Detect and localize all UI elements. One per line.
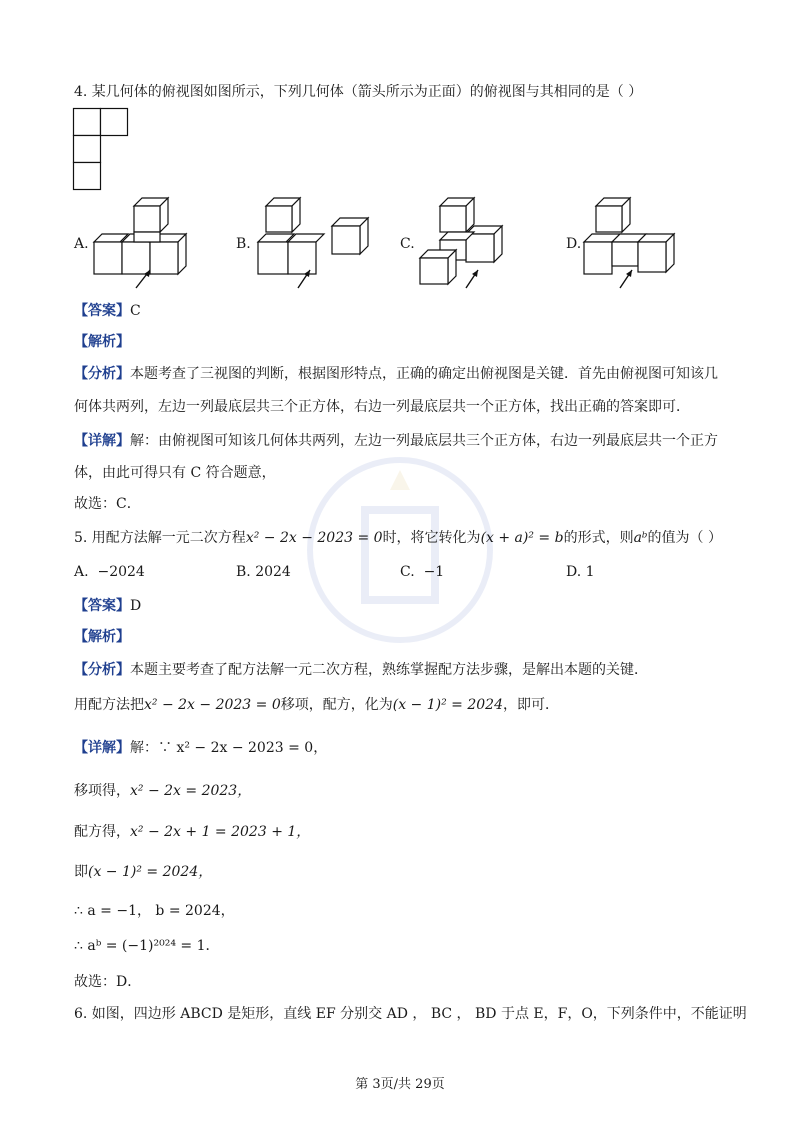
q5-eq2: (x + a)² = b bbox=[480, 530, 564, 546]
q5-stem-c: 的形式，则 bbox=[563, 530, 634, 546]
q5-option-d[interactable] bbox=[566, 564, 595, 580]
q5-step1: 解：∵ x² − 2x − 2023 = 0， bbox=[130, 740, 328, 756]
q5-fenxi-2a: 用配方法把 bbox=[74, 697, 144, 713]
q5-step3a: 配方得， bbox=[74, 824, 130, 840]
q5-step4b: (x − 1)² = 2024， bbox=[88, 864, 213, 880]
q4-option-b-figure bbox=[256, 196, 376, 291]
q5-option-b-text: 2024 bbox=[255, 564, 291, 580]
q4-answer: C bbox=[130, 303, 141, 319]
q4-option-c-figure bbox=[418, 196, 538, 291]
q5-option-c-text: −1 bbox=[423, 564, 445, 580]
q5-option-a-letter: A. bbox=[74, 564, 89, 580]
q4-xiangjie-line1 bbox=[74, 431, 718, 451]
q5-jiexi-tag: 【解析】 bbox=[74, 629, 130, 645]
q5-option-b[interactable] bbox=[236, 564, 291, 580]
q5-eq3: aᵇ bbox=[633, 530, 648, 546]
q5-option-c[interactable] bbox=[400, 564, 444, 580]
q4-option-d-label[interactable]: D. bbox=[566, 236, 582, 252]
q5-stem bbox=[74, 528, 722, 548]
q4-jiexi-tag: 【解析】 bbox=[74, 334, 130, 350]
q5-answer-row bbox=[74, 596, 141, 616]
watermark-emblem-icon bbox=[300, 450, 500, 650]
q5-option-c-letter: C. bbox=[400, 564, 415, 580]
q4-option-b-label[interactable]: B. bbox=[236, 236, 251, 252]
q6-stem: 6. 如图，四边形 ABCD 是矩形，直线 EF 分别交 AD ， BC ， BD 于点 E，F，O，下列条件中，不能证明 bbox=[74, 1006, 747, 1022]
q4-fenxi-line1 bbox=[74, 364, 718, 384]
q5-fenxi-text1: 本题主要考查了配方法解一元二次方程，熟练掌握配方法步骤，是解出本题的关键． bbox=[130, 662, 648, 678]
q5-step6: ∴ aᵇ = (−1)²⁰²⁴ = 1． bbox=[74, 938, 220, 954]
q5-xiangjie-line1 bbox=[74, 738, 327, 758]
q5-step4a: 即 bbox=[74, 864, 88, 880]
fenxi-tag: 【分析】 bbox=[74, 366, 130, 382]
q5-step2a: 移项得， bbox=[74, 783, 130, 799]
q4-option-a-label[interactable]: A. bbox=[74, 236, 89, 252]
q5-option-d-letter: D. bbox=[566, 564, 582, 580]
page-footer: 第 3页/共 29页 bbox=[355, 1077, 445, 1092]
q5-option-a-text: −2024 bbox=[97, 564, 145, 580]
q5-fenxi-line1 bbox=[74, 660, 648, 680]
q5-stem-a: 5. 用配方法解一元二次方程 bbox=[74, 530, 246, 546]
q5-fenxi-2e: ，即可． bbox=[502, 697, 559, 713]
q5-fenxi-2d: (x − 1)² = 2024 bbox=[392, 697, 503, 713]
q5-step3 bbox=[74, 822, 310, 842]
q4-xiangjie-line2: 体，由此可得只有 C 符合题意， bbox=[74, 465, 276, 481]
q5-step4 bbox=[74, 862, 212, 882]
answer-tag: 【答案】 bbox=[74, 598, 130, 614]
q4-fenxi-line2: 何体共两列，左边一列最底层共三个正方体，右边一列最底层共一个正方体，找出正确的答案即可． bbox=[74, 399, 690, 415]
answer-tag: 【答案】 bbox=[74, 303, 130, 319]
q5-answer: D bbox=[130, 598, 142, 614]
q5-step2b: x² − 2x = 2023， bbox=[130, 783, 252, 799]
q5-fenxi-line2 bbox=[74, 695, 559, 715]
q4-option-d-figure bbox=[582, 196, 702, 291]
xiangjie-tag: 【详解】 bbox=[74, 433, 130, 449]
q5-option-b-letter: B. bbox=[236, 564, 251, 580]
q4-stem: 4. 某几何体的俯视图如图所示，下列几何体（箭头所示为正面）的俯视图与其相同的是（ ） bbox=[74, 84, 643, 100]
xiangjie-tag: 【详解】 bbox=[74, 740, 130, 756]
fenxi-tag: 【分析】 bbox=[74, 662, 130, 678]
q4-top-view-figure bbox=[73, 108, 133, 190]
q5-fenxi-2c: 移项，配方，化为 bbox=[280, 697, 393, 713]
q4-xiangjie-text1: 解：由俯视图可知该几何体共两列，左边一列最底层共三个正方体，右边一列最底层共一个正方 bbox=[130, 433, 718, 449]
q4-fenxi-text1: 本题考查了三视图的判断，根据图形特点，正确的确定出俯视图是关键．首先由俯视图可知该几 bbox=[130, 366, 718, 382]
q5-option-a[interactable] bbox=[74, 564, 145, 580]
q5-step2 bbox=[74, 781, 251, 801]
q5-option-d-text: 1 bbox=[585, 564, 595, 580]
q4-option-a-figure bbox=[92, 196, 212, 291]
q5-step3b: x² − 2x + 1 = 2023 + 1， bbox=[130, 824, 311, 840]
q5-step5: ∴ a = −1， b = 2024， bbox=[74, 903, 235, 919]
q5-choose: 故选：D． bbox=[74, 974, 142, 990]
q5-stem-d: 的值为（ ） bbox=[647, 530, 722, 546]
q5-fenxi-2b: x² − 2x − 2023 = 0 bbox=[144, 697, 281, 713]
q4-option-c-label[interactable]: C. bbox=[400, 236, 415, 252]
q5-stem-b: 时，将它转化为 bbox=[382, 530, 481, 546]
q4-choose: 故选：C． bbox=[74, 496, 141, 512]
q5-eq1: x² − 2x − 2023 = 0 bbox=[245, 530, 383, 546]
q4-answer-row bbox=[74, 301, 141, 321]
